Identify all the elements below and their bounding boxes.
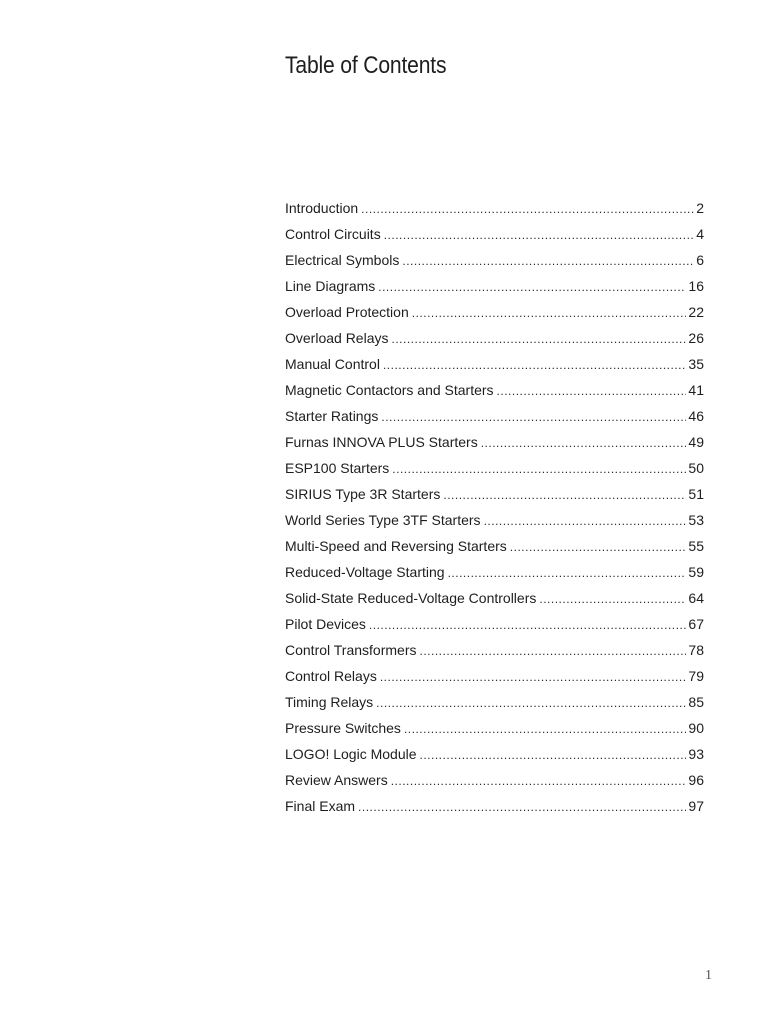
toc-entry-page: 93 (688, 746, 704, 762)
dot-leader (376, 693, 686, 713)
toc-entry (285, 458, 704, 484)
toc-entry (285, 640, 704, 666)
toc-entry (285, 744, 704, 770)
toc-entry-title: ESP100 Starters (285, 460, 390, 476)
toc-entry-title: Reduced-Voltage Starting (285, 564, 445, 580)
toc-entry-page: 59 (688, 564, 704, 580)
toc-entry-page: 2 (696, 200, 704, 216)
toc-entry (285, 614, 704, 640)
toc-entry-title: Pressure Switches (285, 720, 401, 736)
toc-entry-page: 22 (688, 304, 704, 320)
toc-entry-page: 85 (688, 694, 704, 710)
dot-leader (378, 277, 686, 297)
toc-entry-page: 78 (688, 642, 704, 658)
toc-entry-title: Control Circuits (285, 226, 381, 242)
toc-entry (285, 328, 704, 354)
dot-leader (383, 355, 686, 375)
toc-entry (285, 484, 704, 510)
dot-leader (481, 433, 687, 453)
toc-entry-page: 50 (688, 460, 704, 476)
toc-entry-page: 6 (696, 252, 704, 268)
toc-entry-title: Pilot Devices (285, 616, 366, 632)
toc-entry-title: SIRIUS Type 3R Starters (285, 486, 441, 502)
toc-entry (285, 406, 704, 432)
dot-leader (510, 537, 687, 557)
toc-entry-page: 67 (688, 616, 704, 632)
dot-leader (358, 797, 686, 817)
toc-entry (285, 536, 704, 562)
toc-entry (285, 198, 704, 224)
toc-entry-title: Manual Control (285, 356, 380, 372)
dot-leader (402, 251, 694, 271)
dot-leader (381, 407, 686, 427)
toc-entry-title: Electrical Symbols (285, 252, 400, 268)
toc-entry-title: Overload Relays (285, 330, 389, 346)
dot-leader (419, 641, 686, 661)
toc-entry-page: 96 (688, 772, 704, 788)
toc-entry-title: Furnas INNOVA PLUS Starters (285, 434, 478, 450)
toc-entry-page: 64 (688, 590, 704, 606)
toc-entry (285, 354, 704, 380)
dot-leader (391, 771, 687, 791)
toc-entry-title: Control Relays (285, 668, 377, 684)
toc-entry-title: Review Answers (285, 772, 388, 788)
toc-entry-title: Starter Ratings (285, 408, 379, 424)
toc-entry-title: Overload Protection (285, 304, 409, 320)
toc-entry (285, 380, 704, 406)
dot-leader (448, 563, 687, 583)
dot-leader (392, 329, 687, 349)
toc-entry-title: Solid-State Reduced-Voltage Controllers (285, 590, 537, 606)
dot-leader (384, 225, 695, 245)
table-of-contents (285, 198, 704, 822)
dot-leader (392, 459, 686, 479)
toc-entry (285, 250, 704, 276)
dot-leader (361, 199, 694, 219)
toc-entry-title: Line Diagrams (285, 278, 376, 294)
toc-entry-title: LOGO! Logic Module (285, 746, 417, 762)
dot-leader (539, 589, 686, 609)
toc-entry-page: 46 (688, 408, 704, 424)
dot-leader (484, 511, 687, 531)
toc-entry (285, 770, 704, 796)
toc-entry-page: 97 (688, 798, 704, 814)
toc-entry-title: Multi-Speed and Reversing Starters (285, 538, 507, 554)
toc-entry (285, 562, 704, 588)
dot-leader (443, 485, 686, 505)
dot-leader (497, 381, 687, 401)
toc-entry-page: 51 (688, 486, 704, 502)
toc-entry-title: Timing Relays (285, 694, 374, 710)
toc-entry-title: Introduction (285, 200, 359, 216)
toc-entry-page: 41 (688, 382, 704, 398)
toc-entry (285, 666, 704, 692)
page-number: 1 (705, 968, 712, 983)
dot-leader (420, 745, 687, 765)
page-title: Table of Contents (285, 52, 447, 79)
toc-entry (285, 510, 704, 536)
toc-entry (285, 692, 704, 718)
toc-entry-page: 49 (688, 434, 704, 450)
toc-entry-page: 55 (688, 538, 704, 554)
toc-entry-page: 79 (688, 668, 704, 684)
toc-entry-title: Final Exam (285, 798, 356, 814)
toc-entry (285, 588, 704, 614)
toc-entry-page: 16 (688, 278, 704, 294)
toc-entry (285, 718, 704, 744)
toc-entry-page: 90 (688, 720, 704, 736)
toc-entry-page: 35 (688, 356, 704, 372)
toc-entry (285, 432, 704, 458)
dot-leader (404, 719, 686, 739)
toc-entry-title: World Series Type 3TF Starters (285, 512, 481, 528)
toc-entry-page: 53 (688, 512, 704, 528)
toc-entry (285, 796, 704, 822)
toc-entry-page: 26 (688, 330, 704, 346)
toc-entry-page: 4 (696, 226, 704, 242)
dot-leader (369, 615, 687, 635)
dot-leader (412, 303, 687, 323)
toc-entry-title: Magnetic Contactors and Starters (285, 382, 494, 398)
toc-entry (285, 302, 704, 328)
toc-entry (285, 276, 704, 302)
toc-entry (285, 224, 704, 250)
toc-entry-title: Control Transformers (285, 642, 417, 658)
dot-leader (380, 667, 687, 687)
